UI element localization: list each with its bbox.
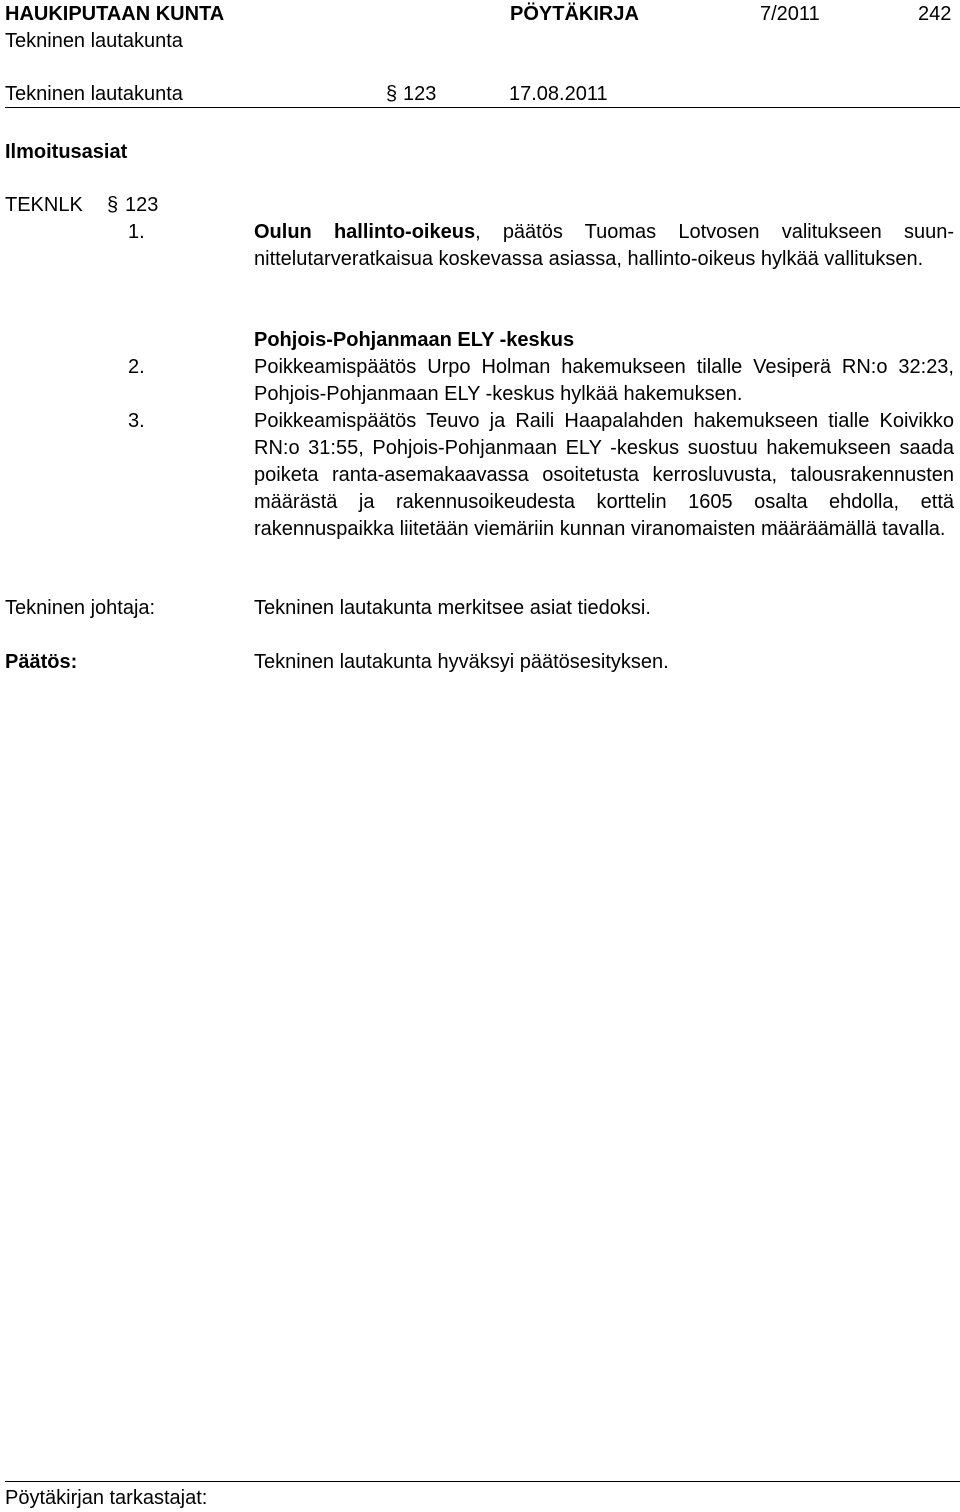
municipality-name: HAUKIPUTAAN KUNTA	[5, 3, 225, 25]
meeting-date: 17.08.2011	[509, 83, 608, 105]
item-number: 3.	[128, 410, 145, 432]
item-text: Poikkeamispäätös Teuvo ja Raili Haapalahden hakemukseen tialle Koivikko RN:o 31:55, Pohjois-Pohjanmaan ELY -keskus suostuu hakemukseen saada poiketa ranta-asemakaavassa osoitetusta kerrosluvusta, talousrakennusten määrästä ja rakennusoikeudesta korttelin 1605 osalta ehdolla, että rakennuspaikka liitetään viemäriin kunnan viranomaisten määräämällä tavalla.	[254, 410, 954, 540]
proposal-label: Tekninen johtaja:	[5, 597, 156, 619]
item-text: Poikkeamispäätös Urpo Holman hakemukseen tilalle Vesiperä RN:o 32:23, Pohjois-Pohjanmaan ELY -keskus hylkää hakemuksen.	[254, 356, 954, 405]
document-type: PÖYTÄKIRJA	[510, 3, 639, 25]
decision-label: Päätös:	[5, 651, 78, 673]
footer-label: Pöytäkirjan tarkastajat:	[5, 1487, 208, 1509]
item-body: , päätös Tuomas Lotvosen valitukseen suunnittelutarveratkaisua koskevassa asiassa, hallinto-oikeus hylkää vallituksen.	[254, 221, 954, 270]
section-sign-icon: §	[386, 83, 398, 105]
page-number: 242	[918, 3, 952, 25]
meeting-body: Tekninen lautakunta	[5, 83, 183, 105]
item-text	[254, 219, 954, 273]
subsection-heading: Pohjois-Pohjanmaan ELY -keskus	[254, 329, 575, 351]
board-name: Tekninen lautakunta	[5, 30, 183, 52]
footer-rule	[5, 1481, 960, 1482]
item-lead: Oulun hallinto-oikeus	[254, 221, 476, 243]
proposal-text: Tekninen lautakunta merkitsee asiat tiedoksi.	[254, 597, 651, 619]
section-title: Ilmoitusasiat	[5, 141, 128, 163]
ref-number: 123	[125, 194, 159, 216]
ref-section-sign-icon: §	[107, 194, 119, 216]
issue-number: 7/2011	[760, 3, 820, 25]
item-number: 1.	[128, 221, 145, 243]
ref-code: TEKNLK	[5, 194, 83, 216]
decision-text: Tekninen lautakunta hyväksyi päätösesityksen.	[254, 651, 669, 673]
item-number: 2.	[128, 356, 145, 378]
meeting-section: 123	[403, 83, 437, 105]
header-rule	[5, 107, 960, 108]
